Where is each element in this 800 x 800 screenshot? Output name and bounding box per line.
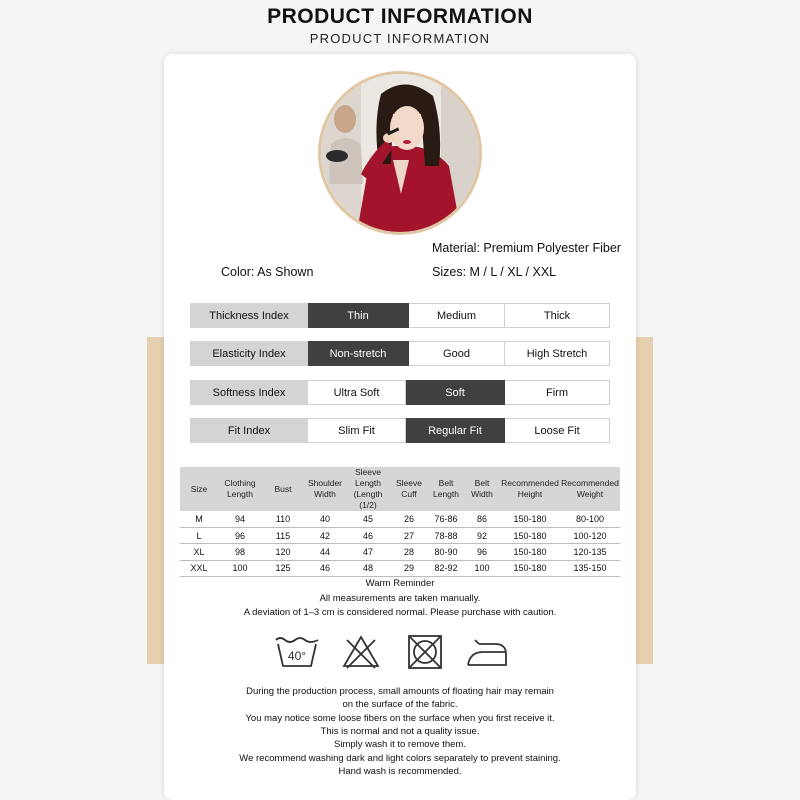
table-row	[180, 560, 620, 576]
table-cell: 80-100	[560, 511, 620, 527]
table-cell: 150-180	[500, 527, 560, 543]
color-text: Color: As Shown	[221, 265, 314, 279]
wash-40-icon	[274, 632, 320, 672]
index-option: Soft	[406, 380, 505, 405]
index-option: Medium	[409, 303, 505, 328]
column-header: Belt Width	[464, 467, 500, 511]
table-cell: 98	[218, 544, 262, 560]
index-option: Ultra Soft	[308, 380, 406, 405]
index-option: Regular Fit	[406, 418, 505, 443]
table-cell: 110	[262, 511, 304, 527]
table-cell: 27	[390, 527, 428, 543]
table-cell: 42	[304, 527, 346, 543]
care-note-line: We recommend washing dark and light colors separately to prevent staining.	[239, 753, 561, 764]
no-bleach-icon	[341, 632, 381, 672]
table-cell: 45	[346, 511, 390, 527]
reminder-title: Warm Reminder	[365, 578, 435, 589]
table-cell: 120	[262, 544, 304, 560]
table-cell: 46	[304, 560, 346, 576]
table-cell: 92	[464, 527, 500, 543]
thickness-index-row	[190, 303, 610, 328]
table-cell: M	[180, 511, 218, 527]
table-cell: 150-180	[500, 511, 560, 527]
table-cell: 29	[390, 560, 428, 576]
sizes-text: Sizes: M / L / XL / XXL	[432, 265, 557, 279]
fit-index-row	[190, 418, 610, 443]
table-cell: XXL	[180, 560, 218, 576]
care-note-line: Simply wash it to remove them.	[334, 739, 466, 750]
care-note-line: Hand wash is recommended.	[338, 766, 462, 777]
care-note-line: During the production process, small amounts of floating hair may remain	[246, 686, 554, 697]
table-cell: 100	[218, 560, 262, 576]
table-cell: 26	[390, 511, 428, 527]
column-header: Recommended Weight	[560, 467, 620, 511]
table-row	[180, 527, 620, 543]
material-text: Material: Premium Polyester Fiber	[432, 241, 621, 255]
table-cell: 96	[218, 527, 262, 543]
reminder-line: A deviation of 1–3 cm is considered normal. Please purchase with caution.	[243, 607, 557, 618]
table-cell: 40	[304, 511, 346, 527]
no-tumble-dry-icon	[405, 632, 445, 672]
table-cell: 47	[346, 544, 390, 560]
decorative-side-bar-left	[147, 337, 165, 664]
table-cell: 150-180	[500, 560, 560, 576]
table-cell: 78-88	[428, 527, 464, 543]
index-option: Firm	[505, 380, 610, 405]
index-option: Good	[409, 341, 505, 366]
wash-temperature: 40°	[287, 649, 307, 663]
column-header: Size	[180, 467, 218, 511]
page-title: PRODUCT INFORMATION	[267, 5, 533, 28]
table-cell: 86	[464, 511, 500, 527]
table-cell: 135-150	[560, 560, 620, 576]
care-note-line: This is normal and not a quality issue.	[320, 726, 480, 737]
column-header: Sleeve Length (Length (1/2)	[346, 467, 390, 511]
table-cell: XL	[180, 544, 218, 560]
table-cell: 125	[262, 560, 304, 576]
column-header: Bust	[262, 467, 304, 511]
table-cell: 115	[262, 527, 304, 543]
decorative-side-bar-right	[635, 337, 653, 664]
page-subtitle: PRODUCT INFORMATION	[309, 31, 491, 46]
index-option: Loose Fit	[505, 418, 610, 443]
size-chart-table	[180, 467, 620, 577]
iron-icon	[465, 632, 509, 672]
table-cell: 150-180	[500, 544, 560, 560]
index-label: Thickness Index	[190, 303, 308, 328]
column-header: Belt Length	[428, 467, 464, 511]
table-cell: L	[180, 527, 218, 543]
index-option: Slim Fit	[308, 418, 406, 443]
table-cell: 82-92	[428, 560, 464, 576]
table-cell: 94	[218, 511, 262, 527]
model-portrait-illustration	[321, 74, 479, 232]
reminder-line: All measurements are taken manually.	[319, 593, 481, 604]
table-row	[180, 511, 620, 527]
table-cell: 80-90	[428, 544, 464, 560]
table-cell: 100	[464, 560, 500, 576]
index-label: Softness Index	[190, 380, 308, 405]
index-label: Elasticity Index	[190, 341, 308, 366]
softness-index-row	[190, 380, 610, 405]
index-option: Thick	[505, 303, 610, 328]
table-cell: 48	[346, 560, 390, 576]
care-note-line: You may notice some loose fibers on the surface when you first receive it.	[245, 713, 555, 724]
elasticity-index-row	[190, 341, 610, 366]
table-cell: 120-135	[560, 544, 620, 560]
index-option: High Stretch	[505, 341, 610, 366]
table-cell: 46	[346, 527, 390, 543]
table-cell: 96	[464, 544, 500, 560]
care-note-line: on the surface of the fabric.	[342, 699, 458, 710]
table-row	[180, 544, 620, 560]
column-header: Recommended Height	[500, 467, 560, 511]
index-option: Non-stretch	[308, 341, 409, 366]
model-portrait	[318, 71, 482, 235]
column-header: Clothing Length	[218, 467, 262, 511]
column-header: Shoulder Width	[304, 467, 346, 511]
table-cell: 44	[304, 544, 346, 560]
column-header: Sleeve Cuff	[390, 467, 428, 511]
size-table-header-row	[180, 467, 620, 511]
table-cell: 28	[390, 544, 428, 560]
table-cell: 76-86	[428, 511, 464, 527]
table-cell: 100-120	[560, 527, 620, 543]
index-label: Fit Index	[190, 418, 308, 443]
index-option: Thin	[308, 303, 409, 328]
